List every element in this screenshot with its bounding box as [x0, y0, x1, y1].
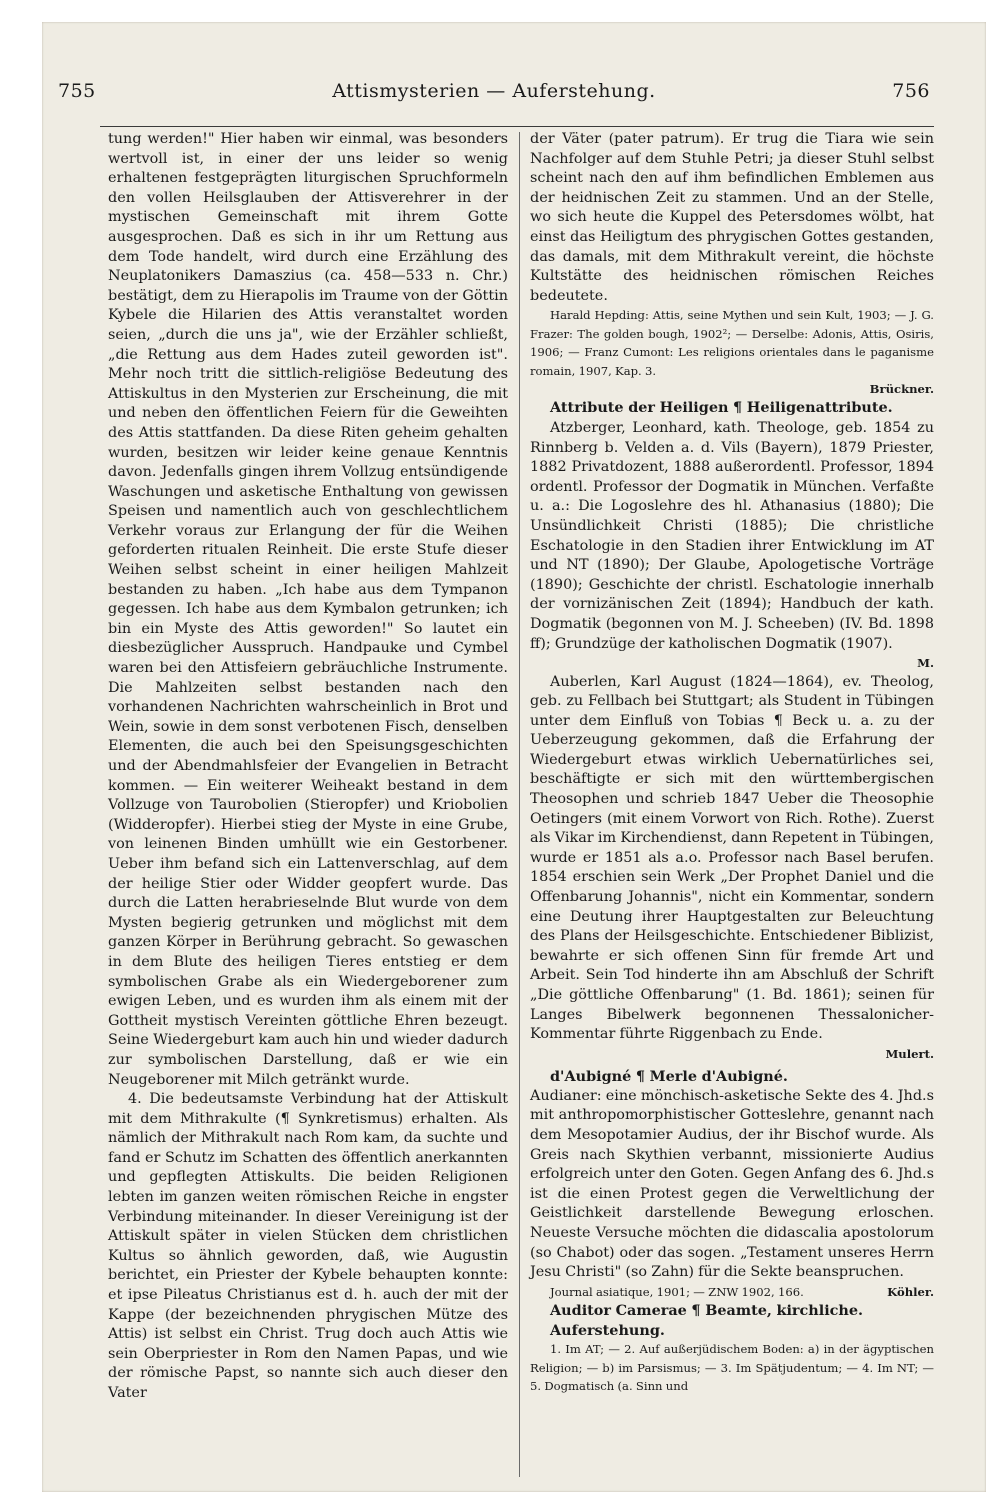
audianer-bibliography	[530, 1283, 934, 1301]
author-signature: M.	[917, 656, 934, 671]
page-number-right: 756	[892, 80, 930, 102]
bibliography: Harald Hepding: Attis, seine Mythen und sein Kult, 1903; — J. G. Frazer: The golden bough, 1902²; — Derselbe: Adonis, Attis, Osiris, 1906; — Franz Cumont: Les religions orientales dans le paganisme romain, 1907, Kap. 3.	[530, 308, 934, 378]
entry-auferstehung: Auferstehung.	[550, 1321, 665, 1339]
entry-attribute	[530, 398, 934, 419]
page-number-left: 755	[58, 80, 96, 102]
entry-auberlen: Auberlen, Karl August (1824—1864), ev. Theolog, geb. zu Fellbach bei Stuttgart; als Student in Tübingen unter dem Einfluß von Tobias ¶ Beck u. a. zu der Ueberzeugung gekommen, daß die Erfahrung der Wiedergeburt etwas wirklich Uebernatürliches sei, beschäftigte er sich mit den württembergischen Theosophen und schrieb 1847 Ueber die Theosophie Oetingers (mit einem Vorwort von Rich. Rothe). Zuerst als Vikar im Kirchendienst, dann Repetent in Tübingen, wurde er 1851 als a.o. Professor nach Basel berufen. 1854 erschien sein Werk „Der Prophet Daniel und die Offenbarung Johannis", nicht ein Kommentar, sondern eine Deutung ihrer Hauptgestalten zur Beleuchtung des Plans der Heilsgeschichte. Entschiedener Biblizist, bewahrte er sich offenen Sinn für fremde Art und Arbeit. Sein Tod hinderte ihn am Abschluß der Schrift „Die göttliche Offenbarung" (1. Bd. 1861); seinen für Langes Bibelwerk begonnenen Thessalonicher-Kommentar führte Riggenbach zu Ende.	[530, 673, 934, 1043]
entry-atzberger: Atzberger, Leonhard, kath. Theologe, geb. 1854 zu Rinnberg b. Velden a. d. Vils (Bayern), 1879 Priester, 1882 Privatdozent, 1888 außerordentl. Professor, 1894 ordentl. Professor der Dogmatik in München. Verfaßte u. a.: Die Logoslehre des hl. Athanasius (1880); Die Unsündlichkeit Christi (1885); Die christliche Eschatologie in den Stadien ihrer Entwicklung im AT und NT (1890); Der Glaube, Apologetische Vorträge (1890); Geschichte der christl. Eschatologie innerhalb der vornizänischen Zeit (1894); Handbuch der kath. Dogmatik (begonnen von M. J. Scheeben) (IV. Bd. 1898 ff); Grundzüge der katholischen Dogmatik (1907).	[530, 419, 934, 652]
running-title: Attismysterien — Auferstehung.	[332, 80, 656, 102]
auferstehung-outline: 1. Im AT; — 2. Auf außerjüdischem Boden: a) in der ägyptischen Religion; — b) im Parsismus; — 3. Im Spätjudentum; — 4. Im NT; — 5. Dogmatisch (a. Sinn und	[530, 1342, 934, 1394]
header-rule	[100, 126, 934, 127]
entry-audianer: Audianer: eine mönchisch-asketische Sekte des 4. Jhd.s mit anthropomorphistischer Gotteslehre, genannt nach dem Mesopotamier Audius, der ihr Bischof wurde. Als Greis nach Skythien verbannt, missionierte Audius erfolgreich unter den Goten. Gegen Anfang des 6. Jhd.s ist die einen Protest gegen die Verweltlichung der Geistlichkeit darstellende Bewegung erloschen. Neueste Versuche möchten die didascalia apostolorum (so Chabot) oder das sogen. „Testament unseres Herrn Jesu Christi" (so Zahn) für die Sekte beanspruchen.	[530, 1087, 934, 1281]
entry-auditor: Auditor Camerae ¶ Beamte, kirchliche.	[550, 1302, 864, 1320]
author-signature: Brückner.	[869, 381, 934, 396]
author-signature: Köhler.	[887, 1284, 934, 1299]
page-header	[58, 80, 930, 110]
column-divider	[519, 132, 520, 1477]
author-signature: Mulert.	[885, 1046, 934, 1061]
journal-reference: Journal asiatique, 1901; — ZNW 1902, 166.	[550, 1284, 804, 1299]
entry-aubigne: d'Aubigné ¶ Merle d'Aubigné.	[550, 1068, 788, 1086]
attis-paragraph-2: 4. Die bedeutsamste Verbindung hat der Attiskult mit dem Mithrakulte (¶ Synkretismus) erhalten. Als nämlich der Mithrakult nach Rom kam, da suchte und fand er Schutz im Schatten des öffentlich anerkannten und gepflegten Attiskults. Die beiden Religionen lebten im ganzen weiten römischen Reiche in engster Verbindung miteinander. In dieser Vereinigung ist der Attiskult später in vielen Stücken dem christlichen Kultus so ähnlich geworden, daß, wie Augustin berichtet, ein Priester der Kybele behaupten konnte: et ipse Pileatus Christianus est d. h. auch der mit der Kappe (der bezeichnenden phrygischen Mütze des Attis) ist selbst ein Christ. Trug doch auch Attis wie sein Oberpriester in Rom den Namen Papas, und wie der römische Papst, so nannte sich auch dieser den Vater	[108, 1091, 508, 1401]
right-column	[530, 130, 934, 1396]
attis-continuation: der Väter (pater patrum). Er trug die Tiara wie sein Nachfolger auf dem Stuhle Petri; ja dieser Stuhl selbst scheint nach den auf ihm befindlichen Emblemen aus der heidnischen Zeit zu stammen. Und an der Stelle, wo sich heute die Kuppel des Petersdomes wölbt, hat einst das Heiligtum des phrygischen Gottes gestanden, das damals, mit dem Mithrakult vereint, die höchste Kultstätte des heidnischen römischen Reiches bedeutete.	[530, 131, 934, 304]
left-column	[108, 130, 508, 1404]
attis-paragraph-1: tung werden!" Hier haben wir einmal, was besonders wertvoll ist, in einer der uns leider so wenig erhaltenen festgeprägten liturgischen Spruchformeln den vollen Heilsglauben der Attisverehrer in der mystischen Gemeinschaft mit ihrem Gotte ausgesprochen. Daß es sich in ihr um Rettung aus dem Tode handelt, wird durch eine Erzählung des Neuplatonikers Damaszius (ca. 458—533 n. Chr.) bestätigt, dem zu Hierapolis im Traume von der Göttin Kybele die Hilarien des Attis veranstaltet worden seien, „durch die uns ja", wie der Erzähler schließt, „die Rettung aus dem Hades zuteil geworden ist". Mehr noch tritt die sittlich-religiöse Bedeutung des Attiskultus in den Mysterien zur Erscheinung, die mit und neben den öffentlichen Feiern für die Geweihten des Attis stattfanden. Da diese Riten geheim gehalten wurden, besitzen wir leider keine genaue Kenntnis davon. Jedenfalls gingen ihrem Vollzug entsündigende Waschungen und asketische Enthaltung von gewissen Speisen und namentlich auch von geschlechtlichem Verkehr voraus zur Erlangung der für die Weihen geforderten ritualen Reinheit. Die erste Stufe dieser Weihen selbst scheint in einer heiligen Mahlzeit bestanden zu haben. „Ich habe aus dem Tympanon gegessen. Ich habe aus dem Kymbalon getrunken; ich bin ein Myste des Attis geworden!" So lautet ein diesbezüglicher Ausspruch. Handpauke und Cymbel waren bei den Attisfeiern gebräuchliche Instrumente. Die Mahlzeiten selbst bestanden nach den vorhandenen Nachrichten wahrscheinlich in Brot und Wein, sowie in dem sonst verbotenen Fisch, denselben Elementen, die auch bei den Speisungsgeschichten und der Abendmahlsfeier der Evangelien in Betracht kommen. — Ein weiterer Weiheakt bestand in dem Vollzuge von Taurobolien (Stieropfer) und Kriobolien (Widderopfer). Hierbei stieg der Myste in eine Grube, von leinenen Binden umhüllt wie ein Gestorbener. Ueber ihm befand sich ein Lattenverschlag, auf dem der heilige Stier oder Widder geopfert wurde. Das durch die Latten herabrieselnde Blut wurde von dem Mysten begierig getrunken und möglichst mit dem ganzen Körper in Berührung gebracht. So gewaschen in dem Blute des heiligen Tieres entstieg er dem symbolischen Grabe als ein Wiedergeborener zum ewigen Leben, und es wurden ihm als einem mit der Gottheit mystisch Vereinten göttliche Ehren bezeugt. Seine Wiedergeburt kam auch hin und wieder dadurch zur symbolischen Darstellung, daß er wie ein Neugeborener mit Milch getränkt wurde.	[108, 131, 508, 1088]
entry-attribute-text: Attribute der Heiligen ¶ Heiligenattribute.	[550, 399, 893, 417]
